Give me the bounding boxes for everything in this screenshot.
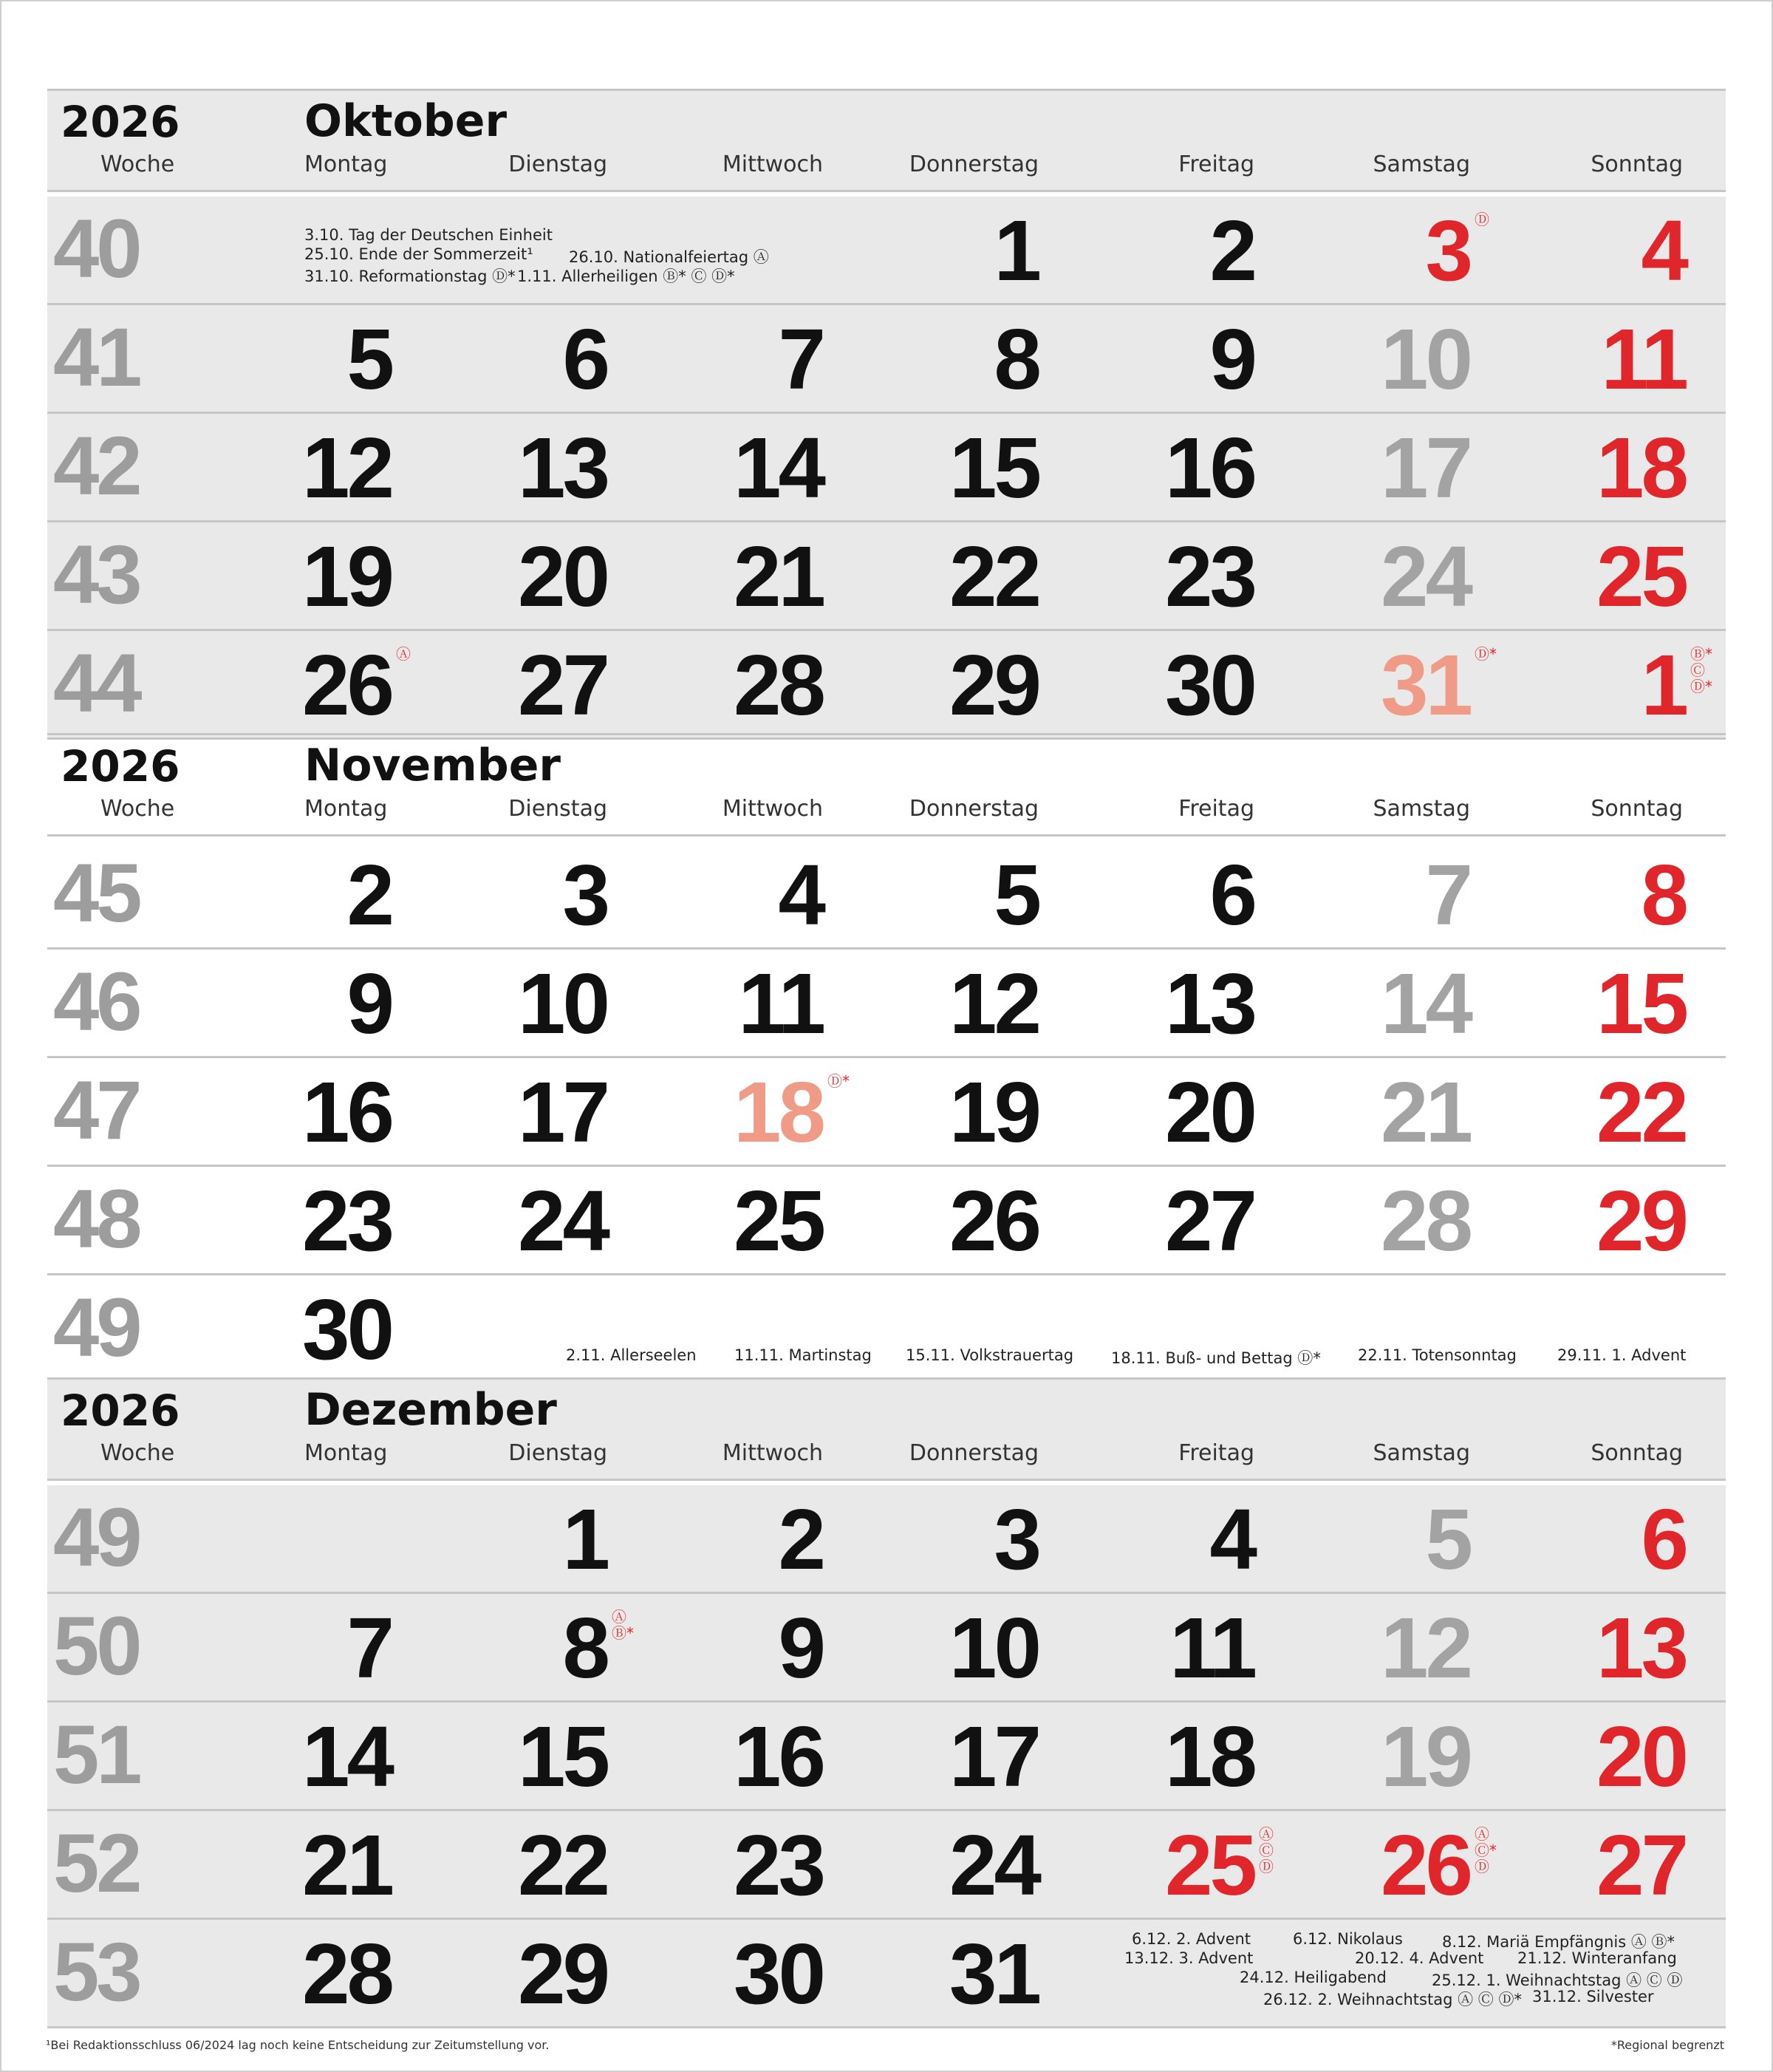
day-cell[interactable]: 17 — [949, 1708, 1039, 1805]
holiday-note: 25.10. Ende der Sommerzeit¹ — [304, 245, 533, 263]
weekday-label: Montag — [304, 151, 388, 177]
holiday-note: 13.12. 3. Advent — [1124, 1949, 1254, 1967]
holiday-marker: Ⓐ Ⓒ Ⓓ — [1259, 1825, 1274, 1875]
weekday-label: Freitag — [1178, 151, 1254, 177]
weekday-label: Sonntag — [1591, 796, 1683, 822]
day-cell[interactable]: 10 — [1380, 311, 1470, 407]
day-cell[interactable]: 18 — [1596, 420, 1686, 516]
day-cell[interactable]: 17 — [1380, 420, 1470, 516]
day-cell[interactable]: 19 — [1380, 1708, 1470, 1805]
day-cell[interactable]: 1 — [1641, 637, 1686, 733]
week-row — [47, 1275, 1726, 1384]
day-cell[interactable]: 8 — [994, 311, 1039, 407]
holiday-marker: Ⓓ — [1475, 211, 1489, 228]
weekday-label: Freitag — [1178, 796, 1254, 822]
month-header — [47, 1377, 1726, 1481]
week-row — [47, 1811, 1726, 1920]
day-cell[interactable]: 7 — [1425, 847, 1470, 943]
day-cell[interactable]: 30 — [301, 1281, 392, 1377]
day-cell[interactable]: 8 — [562, 1600, 607, 1696]
holiday-note: 8.12. Mariä Empfängnis Ⓐ Ⓑ* — [1442, 1933, 1675, 1951]
holiday-marker: Ⓓ* — [1475, 645, 1497, 663]
day-cell[interactable]: 18 — [733, 1064, 823, 1160]
day-cell[interactable]: 6 — [1209, 847, 1254, 943]
day-cell[interactable]: 5 — [1425, 1491, 1470, 1587]
month-header — [47, 733, 1726, 836]
day-cell[interactable]: 16 — [1164, 420, 1254, 516]
day-cell[interactable]: 31 — [1380, 637, 1470, 733]
month-name: Oktober — [304, 95, 508, 147]
holiday-marker: Ⓐ Ⓑ* — [612, 1608, 634, 1642]
day-cell[interactable]: 19 — [949, 1064, 1039, 1160]
day-cell[interactable]: 1 — [562, 1491, 607, 1587]
day-cell[interactable]: 27 — [1164, 1173, 1254, 1269]
day-cell[interactable]: 15 — [517, 1708, 607, 1805]
day-cell[interactable]: 21 — [301, 1817, 392, 1913]
holiday-note: 20.12. 4. Advent — [1355, 1949, 1484, 1967]
week-row — [47, 950, 1726, 1058]
weekday-label: Donnerstag — [909, 1440, 1039, 1466]
holiday-note: 22.11. Totensonntag — [1358, 1346, 1517, 1364]
day-cell[interactable]: 4 — [778, 847, 823, 943]
year-label: 2026 — [61, 97, 180, 147]
day-cell[interactable]: 22 — [1596, 1064, 1686, 1160]
day-cell[interactable]: 28 — [733, 637, 823, 733]
month-name: Dezember — [304, 1384, 557, 1436]
weekday-label: Freitag — [1178, 1440, 1254, 1466]
week-row — [47, 1703, 1726, 1811]
holiday-note: 24.12. Heiligabend — [1240, 1969, 1387, 1986]
holiday-marker: Ⓑ* Ⓒ Ⓓ* — [1690, 645, 1712, 695]
week-number: 53 — [53, 1926, 140, 2018]
weekday-label: Sonntag — [1591, 151, 1683, 177]
day-cell[interactable]: 30 — [1164, 637, 1254, 733]
weekday-label: Dienstag — [508, 796, 607, 822]
day-cell[interactable]: 20 — [517, 528, 607, 624]
holiday-marker: Ⓐ Ⓒ* Ⓓ — [1475, 1825, 1497, 1875]
day-cell[interactable]: 13 — [517, 420, 607, 516]
day-cell[interactable]: 7 — [778, 311, 823, 407]
day-cell[interactable]: 5 — [994, 847, 1039, 943]
holiday-note: 26.10. Nationalfeiertag Ⓐ — [569, 248, 769, 266]
weekday-label: Mittwoch — [722, 1440, 823, 1466]
day-cell[interactable]: 28 — [301, 1926, 392, 2022]
day-cell[interactable]: 20 — [1164, 1064, 1254, 1160]
day-cell[interactable]: 6 — [1641, 1491, 1686, 1587]
day-cell[interactable]: 23 — [1164, 528, 1254, 624]
week-row — [47, 197, 1726, 305]
weekday-label: Samstag — [1373, 796, 1470, 822]
week-number: 41 — [53, 311, 140, 403]
day-cell[interactable]: 24 — [949, 1817, 1039, 1913]
week-column-label: Woche — [100, 796, 175, 822]
weekday-label: Samstag — [1373, 1440, 1470, 1466]
weekday-label: Dienstag — [508, 151, 607, 177]
day-cell[interactable]: 14 — [301, 1708, 392, 1805]
week-column-label: Woche — [100, 151, 175, 177]
day-cell[interactable]: 15 — [949, 420, 1039, 516]
holiday-marker: Ⓐ — [396, 645, 411, 663]
week-row — [47, 1058, 1726, 1167]
day-cell[interactable]: 29 — [517, 1926, 607, 2022]
week-row — [47, 305, 1726, 414]
day-cell[interactable]: 9 — [778, 1600, 823, 1696]
day-cell[interactable]: 2 — [346, 847, 392, 943]
day-cell[interactable]: 13 — [1164, 955, 1254, 1052]
day-cell[interactable]: 10 — [517, 955, 607, 1052]
day-cell[interactable]: 24 — [517, 1173, 607, 1269]
day-cell[interactable]: 4 — [1641, 202, 1686, 299]
week-row — [47, 522, 1726, 631]
day-cell[interactable]: 4 — [1209, 1491, 1254, 1587]
week-number: 52 — [53, 1817, 140, 1909]
year-label: 2026 — [61, 741, 180, 791]
week-row — [47, 1485, 1726, 1594]
day-cell[interactable]: 25 — [1596, 528, 1686, 624]
day-cell[interactable]: 25 — [1164, 1817, 1254, 1913]
day-cell[interactable]: 29 — [949, 637, 1039, 733]
footer-note-left: ¹Bei Redaktionsschluss 06/2024 lag noch keine Entscheidung zur Zeitumstellung vor. — [46, 2038, 550, 2052]
holiday-note: 31.12. Silvester — [1532, 1988, 1654, 2005]
holiday-note: 25.12. 1. Weihnachtstag Ⓐ Ⓒ Ⓓ — [1432, 1972, 1683, 1989]
day-cell[interactable]: 31 — [949, 1926, 1039, 2022]
day-cell[interactable]: 11 — [1169, 1600, 1254, 1696]
day-cell[interactable]: 21 — [1380, 1064, 1470, 1160]
day-cell[interactable]: 23 — [301, 1173, 392, 1269]
day-cell[interactable]: 22 — [949, 528, 1039, 624]
day-cell[interactable]: 29 — [1596, 1173, 1686, 1269]
day-cell[interactable]: 23 — [733, 1817, 823, 1913]
week-row — [47, 841, 1726, 950]
week-number: 45 — [53, 847, 140, 939]
weekday-label: Donnerstag — [909, 151, 1039, 177]
holiday-note: 1.11. Allerheiligen Ⓑ* Ⓒ Ⓓ* — [517, 267, 735, 285]
holiday-note: 2.11. Allerseelen — [566, 1346, 697, 1364]
week-number: 51 — [53, 1708, 140, 1801]
day-cell[interactable]: 20 — [1596, 1708, 1686, 1805]
day-cell[interactable]: 17 — [517, 1064, 607, 1160]
holiday-note: 26.12. 2. Weihnachtstag Ⓐ Ⓒ Ⓓ* — [1263, 1991, 1522, 2008]
holiday-note: 21.12. Winteranfang — [1517, 1949, 1677, 1967]
weekday-label: Sonntag — [1591, 1440, 1683, 1466]
month-header — [47, 89, 1726, 192]
day-cell[interactable]: 22 — [517, 1817, 607, 1913]
weekday-label: Donnerstag — [909, 796, 1039, 822]
holiday-note: 3.10. Tag der Deutschen Einheit — [304, 226, 553, 244]
day-cell[interactable]: 7 — [346, 1600, 392, 1696]
day-cell[interactable]: 28 — [1380, 1173, 1470, 1269]
weekday-label: Mittwoch — [722, 151, 823, 177]
week-row — [47, 1167, 1726, 1275]
day-cell[interactable]: 16 — [301, 1064, 392, 1160]
week-number: 48 — [53, 1173, 140, 1265]
day-cell[interactable]: 12 — [949, 955, 1039, 1052]
day-cell[interactable]: 11 — [738, 955, 823, 1052]
week-row — [47, 631, 1726, 740]
day-cell[interactable]: 3 — [562, 847, 607, 943]
day-cell[interactable]: 2 — [778, 1491, 823, 1587]
month-name: November — [304, 740, 561, 791]
week-number: 40 — [53, 202, 140, 295]
day-cell[interactable]: 27 — [517, 637, 607, 733]
day-cell[interactable]: 16 — [733, 1708, 823, 1805]
holiday-note: 6.12. 2. Advent — [1132, 1930, 1251, 1948]
day-cell[interactable]: 14 — [733, 420, 823, 516]
day-cell[interactable]: 30 — [733, 1926, 823, 2022]
day-cell[interactable]: 10 — [949, 1600, 1039, 1696]
holiday-marker: Ⓓ* — [827, 1072, 850, 1090]
day-cell[interactable]: 19 — [301, 528, 392, 624]
holiday-note: 31.10. Reformationstag Ⓓ* — [304, 267, 516, 285]
day-cell[interactable]: 27 — [1596, 1817, 1686, 1913]
year-label: 2026 — [61, 1386, 180, 1436]
day-cell[interactable]: 9 — [346, 955, 392, 1052]
day-cell[interactable]: 13 — [1596, 1600, 1686, 1696]
day-cell[interactable]: 25 — [733, 1173, 823, 1269]
day-cell[interactable]: 2 — [1209, 202, 1254, 299]
week-number: 42 — [53, 420, 140, 512]
day-cell[interactable]: 5 — [346, 311, 392, 407]
week-number: 50 — [53, 1600, 140, 1692]
week-number: 43 — [53, 528, 140, 621]
holiday-note: 18.11. Buß- und Bettag Ⓓ* — [1111, 1349, 1321, 1367]
week-number: 44 — [53, 637, 140, 729]
weekday-label: Dienstag — [508, 1440, 607, 1466]
holiday-note: 11.11. Martinstag — [734, 1346, 872, 1364]
week-number: 49 — [53, 1281, 140, 1374]
day-cell[interactable]: 1 — [994, 202, 1039, 299]
day-cell[interactable]: 26 — [301, 637, 392, 733]
holiday-note: 6.12. Nikolaus — [1293, 1930, 1403, 1948]
week-number: 49 — [53, 1491, 140, 1584]
day-cell[interactable]: 3 — [994, 1491, 1039, 1587]
day-cell[interactable]: 9 — [1209, 311, 1254, 407]
footer-note-right: *Regional begrenzt — [1610, 2038, 1724, 2052]
day-cell[interactable]: 12 — [301, 420, 392, 516]
day-cell[interactable]: 8 — [1641, 847, 1686, 943]
day-cell[interactable]: 26 — [1380, 1817, 1470, 1913]
week-row — [47, 414, 1726, 522]
week-column-label: Woche — [100, 1440, 175, 1466]
weekday-label: Samstag — [1373, 151, 1470, 177]
weekday-label: Montag — [304, 1440, 388, 1466]
day-cell[interactable]: 15 — [1596, 955, 1686, 1052]
holiday-note: 29.11. 1. Advent — [1557, 1346, 1687, 1364]
day-cell[interactable]: 12 — [1380, 1600, 1470, 1696]
day-cell[interactable]: 6 — [562, 311, 607, 407]
day-cell[interactable]: 21 — [733, 528, 823, 624]
day-cell[interactable]: 26 — [949, 1173, 1039, 1269]
day-cell[interactable]: 11 — [1601, 311, 1686, 407]
week-number: 46 — [53, 955, 140, 1048]
weekday-label: Montag — [304, 796, 388, 822]
weekday-label: Mittwoch — [722, 796, 823, 822]
day-cell[interactable]: 24 — [1380, 528, 1470, 624]
holiday-note: 15.11. Volkstrauertag — [906, 1346, 1074, 1364]
week-number: 47 — [53, 1064, 140, 1156]
day-cell[interactable]: 18 — [1164, 1708, 1254, 1805]
day-cell[interactable]: 14 — [1380, 955, 1470, 1052]
week-row — [47, 1594, 1726, 1703]
day-cell[interactable]: 3 — [1425, 202, 1470, 299]
